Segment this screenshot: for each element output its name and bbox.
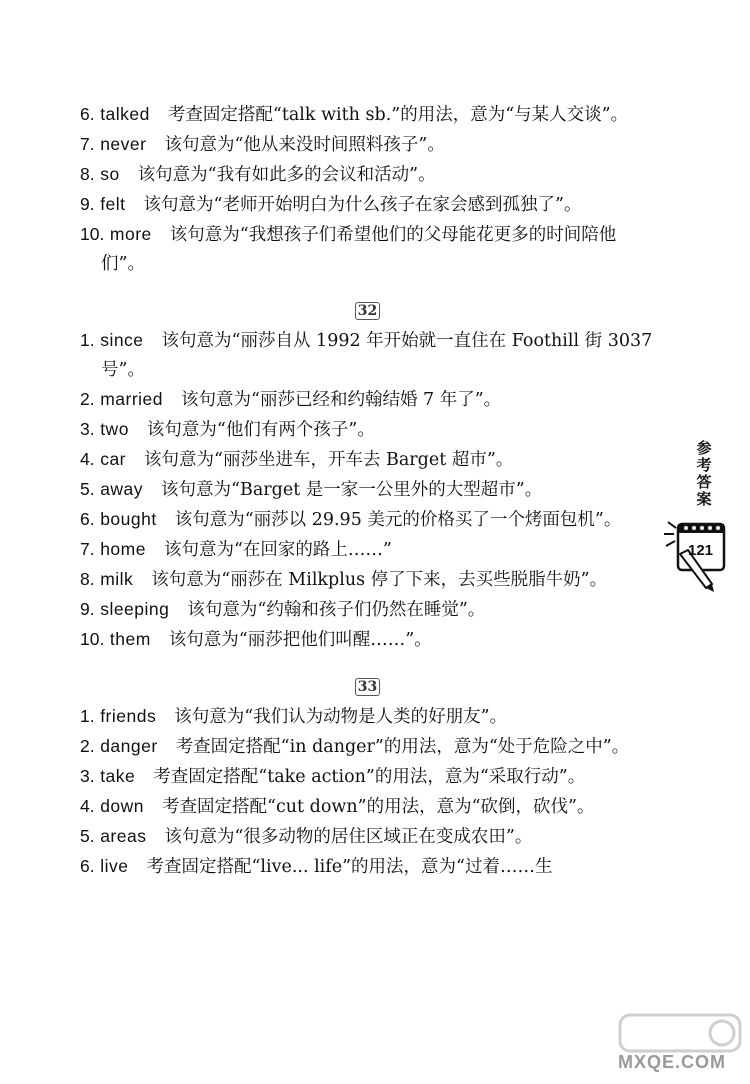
item-number: 7. [80, 539, 95, 559]
answer-word: talked [100, 104, 150, 124]
answer-item [80, 852, 655, 882]
explanation-text: 该句意为“他们有两个孩子”。 [146, 420, 375, 440]
answer-word: felt [100, 194, 126, 214]
item-number: 2. [80, 389, 95, 409]
answer-item [80, 822, 655, 852]
tab-label-char: 答 [696, 473, 712, 491]
answer-item [80, 535, 655, 565]
explanation-text: 该句意为“我们认为动物是人类的好朋友”。 [174, 707, 508, 727]
answer-item [80, 565, 655, 595]
explanation-text: 该句意为“丽莎自从 1992 年开始就一直住在 Foothill 街 3037 号”。 [101, 331, 653, 380]
answer-word: since [100, 330, 144, 350]
answer-item [80, 190, 655, 220]
item-number: 5. [80, 826, 95, 846]
answer-word: take [100, 766, 136, 786]
reference-answer-tab [680, 440, 728, 594]
answer-item [80, 475, 655, 505]
item-number: 7. [80, 134, 95, 154]
section-32 [80, 326, 655, 655]
answer-content [80, 100, 655, 882]
explanation-text: 该句意为“丽莎以 29.95 美元的价格买了一个烤面包机”。 [174, 510, 622, 530]
section-top [80, 100, 655, 279]
watermark-text: MXQE.COM [618, 1052, 727, 1072]
item-number: 3. [80, 766, 95, 786]
answer-item [80, 732, 655, 762]
answer-item [80, 505, 655, 535]
item-number: 9. [80, 599, 95, 619]
answer-item [80, 326, 655, 385]
explanation-text: 考查固定搭配“in danger”的用法，意为“处于危险之中”。 [175, 737, 630, 757]
section-heading-32 [80, 293, 655, 326]
item-number: 6. [80, 509, 95, 529]
answer-item [80, 595, 655, 625]
section-heading-33 [80, 669, 655, 702]
explanation-text: 考查固定搭配“talk with sb.”的用法，意为“与某人交谈”。 [167, 105, 629, 125]
item-number: 6. [80, 856, 95, 876]
section-33 [80, 702, 655, 882]
explanation-text: 该句意为“我想孩子们希望他们的父母能花更多的时间陪他们”。 [101, 225, 617, 274]
tab-label [680, 440, 728, 508]
item-number: 8. [80, 569, 95, 589]
explanation-text: 该句意为“老师开始明白为什么孩子在家会感到孤独了”。 [143, 195, 582, 215]
explanation-text: 该句意为“Barget 是一家一公里外的大型超市”。 [161, 480, 543, 500]
answer-word: milk [100, 569, 134, 589]
item-number: 5. [80, 479, 95, 499]
answer-item [80, 385, 655, 415]
explanation-text: 该句意为“丽莎坐进车，开车去 Barget 超市”。 [144, 450, 514, 470]
explanation-text: 该句意为“很多动物的居住区域正在变成农田”。 [164, 827, 533, 847]
item-number: 3. [80, 419, 95, 439]
explanation-text: 该句意为“在回家的路上……” [163, 540, 392, 560]
item-number: 4. [80, 796, 95, 816]
answer-item [80, 220, 655, 279]
item-number: 9. [80, 194, 95, 214]
explanation-text: 该句意为“我有如此多的会议和活动”。 [137, 165, 436, 185]
answer-word: live [100, 856, 129, 876]
item-number: 1. [80, 330, 95, 350]
answer-item [80, 625, 655, 655]
explanation-text: 该句意为“约翰和孩子们仍然在睡觉”。 [187, 600, 486, 620]
item-number: 10. [80, 629, 105, 649]
answer-item [80, 160, 655, 190]
answer-word: away [100, 479, 144, 499]
explanation-text: 考查固定搭配“cut down”的用法，意为“砍倒，砍伐”。 [162, 797, 595, 817]
explanation-text: 该句意为“丽莎把他们叫醒……”。 [168, 630, 432, 650]
answer-word: danger [100, 736, 158, 756]
answer-word: bought [100, 509, 157, 529]
page-number: 121 [688, 542, 714, 559]
section-number: 32 [355, 302, 380, 320]
item-number: 8. [80, 164, 95, 184]
answer-word: two [100, 419, 129, 439]
answer-word: them [109, 629, 151, 649]
answer-word: so [100, 164, 120, 184]
tab-label-char: 案 [696, 490, 712, 508]
answer-item [80, 100, 655, 130]
explanation-text: 考查固定搭配“live... life”的用法，意为“过着……生 [146, 857, 553, 877]
item-number: 4. [80, 449, 95, 469]
answer-word: more [109, 224, 152, 244]
answer-word: areas [100, 826, 147, 846]
answer-item [80, 130, 655, 160]
tab-label-char: 考 [696, 456, 712, 474]
answer-word: car [100, 449, 126, 469]
item-number: 10. [80, 224, 105, 244]
notebook-pencil-icon [662, 514, 732, 594]
answer-word: sleeping [100, 599, 170, 619]
section-number: 33 [355, 678, 380, 696]
answer-item [80, 702, 655, 732]
answer-word: never [100, 134, 147, 154]
answer-item [80, 445, 655, 475]
answer-word: married [100, 389, 164, 409]
explanation-text: 该句意为“丽莎在 Milkplus 停了下来，去买些脱脂牛奶”。 [151, 570, 608, 590]
answer-word: home [100, 539, 146, 559]
explanation-text: 该句意为“他从来没时间照料孩子”。 [164, 135, 445, 155]
answer-item [80, 792, 655, 822]
tab-label-char: 参 [696, 439, 712, 457]
item-number: 6. [80, 104, 95, 124]
answer-item [80, 762, 655, 792]
answer-word: friends [100, 706, 157, 726]
item-number: 1. [80, 706, 95, 726]
answer-word: down [100, 796, 145, 816]
explanation-text: 该句意为“丽莎已经和约翰结婚 7 年了”。 [181, 390, 502, 410]
answer-item [80, 415, 655, 445]
explanation-text: 考查固定搭配“take action”的用法，意为“采取行动”。 [153, 767, 586, 787]
item-number: 2. [80, 736, 95, 756]
